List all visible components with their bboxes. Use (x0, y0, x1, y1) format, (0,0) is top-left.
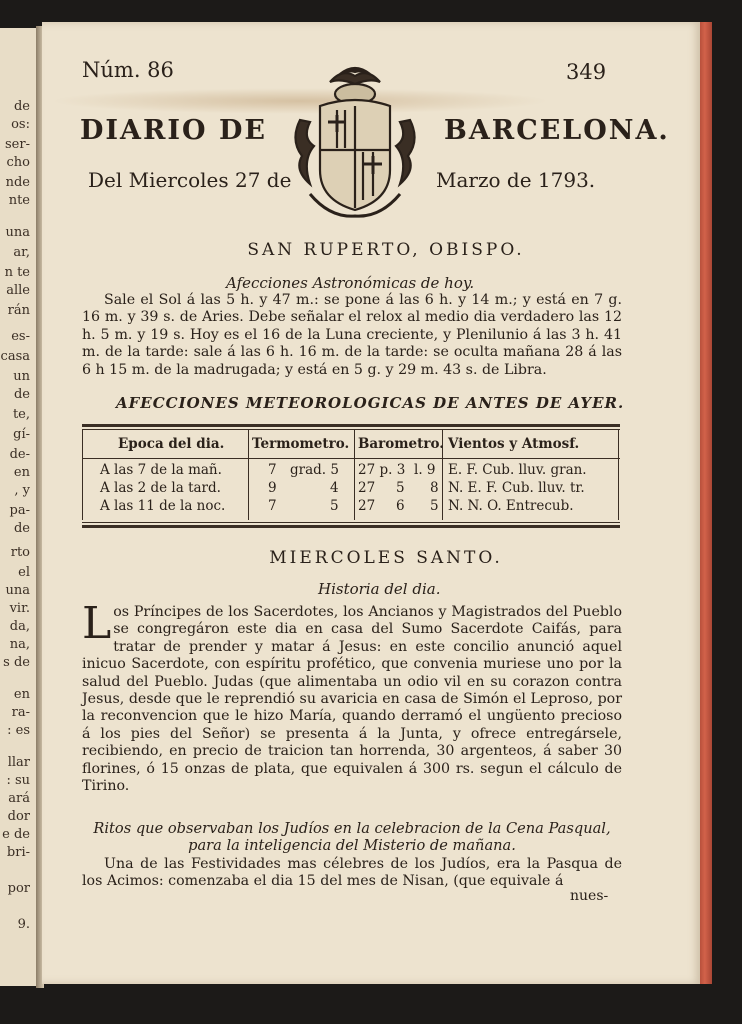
table-cell: 5 (330, 498, 339, 514)
table-cell: 27 (358, 480, 376, 496)
table-cell: 8 (430, 480, 439, 496)
left-page-fragment: vir. (9, 601, 30, 616)
astro-heading: Afecciones Astronómicas de hoy. (226, 274, 475, 292)
left-page-fragment: alle (6, 283, 30, 298)
barcelona-crest-icon (280, 60, 430, 220)
left-page-fragment: gí- (13, 427, 30, 442)
drop-cap: L (82, 598, 112, 649)
left-page-fragment: rto (10, 545, 30, 560)
table-cell: 6 (396, 498, 405, 514)
left-page-fragment: da, (9, 619, 30, 634)
left-page-fragment: de- (9, 447, 30, 462)
meteo-heading: AFECCIONES METEOROLOGICAS DE ANTES DE AYER. (116, 394, 625, 412)
left-page-fragment: , y (14, 483, 30, 498)
astro-text: Sale el Sol á las 5 h. y 47 m.: se pone á las 6 h. y 14 m.; y está en 7 g. 16 m. y 39 s. de Aries. Debe señalar el relox al medio dia verdadero las 12 h. 5 m. y 19 s. Hoy es el 16 de la Luna creciente, y Plenilunio á las 3 h. 41 m. de la tarde: sale á las 6 h. 16 m. de la tarde: se oculta mañana 28 á las 6 h 15 m. de la madrugada; y está en 5 g. y 29 m. 43 s. de Libra. (82, 292, 622, 378)
left-page-fragment: dor (7, 809, 30, 824)
left-page-fragment: ará (8, 791, 30, 806)
masthead-left: DIARIO DE (80, 115, 267, 146)
left-page-fragment: s de (3, 655, 30, 670)
left-page-fragment: ra- (11, 705, 30, 720)
table-row-epoca: A las 7 de la mañ. (100, 462, 222, 478)
table-cell: N. E. F. Cub. lluv. tr. (448, 480, 585, 496)
left-page-fragment: un (13, 369, 30, 384)
left-page-fragment: ser- (5, 137, 30, 152)
left-page-fragment: en (13, 465, 30, 480)
left-page-fragment: una (5, 225, 30, 240)
left-page-fragment: de (13, 99, 30, 114)
col-header-vientos: Vientos y Atmosf. (448, 436, 580, 452)
left-page-fragment: casa (0, 349, 30, 364)
red-page-edge (700, 22, 712, 984)
left-page-fragment: os: (11, 117, 30, 132)
left-page-fragment: en (13, 687, 30, 702)
left-page-fragment: de (13, 387, 30, 402)
table-cell: E. F. Cub. lluv. gran. (448, 462, 587, 478)
historia-text (82, 598, 622, 795)
dateline-right: Marzo de 1793. (436, 168, 596, 192)
left-page-fragment: pa- (9, 503, 30, 518)
page-folio: 349 (566, 60, 607, 84)
table-cell: 27 (358, 498, 376, 514)
table-cell: 5 (396, 480, 405, 496)
ritos-heading: Ritos que observaban los Judíos en la celebracion de la Cena Pasqual, para la inteligencia del Misterio de mañana. (93, 820, 611, 854)
left-page-fragment: el (18, 565, 30, 580)
left-page-fragment: es- (11, 329, 30, 344)
dateline-left: Del Miercoles 27 de (88, 168, 292, 192)
masthead-right: BARCELONA. (444, 115, 670, 146)
left-page-fragment: 9. (17, 917, 30, 932)
left-page-fragment: na, (9, 637, 30, 652)
left-page-fragment: por (7, 881, 30, 896)
weather-table (82, 424, 620, 528)
left-page-fragment: de (13, 521, 30, 536)
left-page-fragment: bri- (6, 845, 30, 860)
left-page-fragment: llar (7, 755, 30, 770)
table-row-epoca: A las 11 de la noc. (100, 498, 226, 514)
historia-heading: Historia del dia. (318, 580, 441, 598)
table-cell: 9 (268, 480, 277, 496)
left-page-fragment: te, (12, 407, 30, 422)
left-page-fragment: e de (2, 827, 30, 842)
table-cell: 4 (330, 480, 339, 496)
col-header-barometro: Barometro. (358, 436, 444, 452)
left-page-fragment: n te (4, 265, 30, 280)
left-page-edge (0, 28, 38, 986)
table-cell: l. 9 (414, 462, 436, 478)
saint-of-day: SAN RUPERTO, OBISPO. (247, 240, 525, 260)
col-header-epoca: Epoca del dia. (118, 436, 225, 452)
table-cell: N. N. O. Entrecub. (448, 498, 574, 514)
table-cell: 7 (268, 498, 277, 514)
left-page-fragment: : es (7, 723, 30, 738)
ritos-text: Una de las Festividades mas célebres de los Judíos, era la Pasqua de los Acimos: comenzaba el dia 15 del mes de Nisan, (que equivale á (82, 856, 622, 890)
left-page-fragment: una (5, 583, 30, 598)
col-header-termometro: Termometro. (252, 436, 350, 452)
section-heading: MIERCOLES SANTO. (269, 548, 503, 568)
left-page-fragment: cho (6, 155, 30, 170)
issue-number: Núm. 86 (82, 58, 174, 82)
table-cell: 27 p. 3 (358, 462, 406, 478)
historia-body: os Príncipes de los Sacerdotes, los Ancianos y Magistrados del Pueblo se congregáron este dia en casa del Sumo Sacerdote Caifás, para tratar de prender y matar á Jesus: en este concilio anunció aquel inicuo Sacerdote, con espíritu profético, que convenia muriese uno por la salud del Pueblo. Judas (que alimentaba un odio vil en su corazon contra Jesus, desde que le reprendió su avaricia en casa de Simón el Leproso, por la reconvencion que le hizo María, quando derramó el ungüento precioso á los pies del Señor) se presenta á la Junta, y ofrece entregársele, recibiendo, en precio de traicion tan horrenda, 30 argenteos, á saber 30 florines, ó 15 onzas de plata, que equivalen á 300 rs. segun el cálculo de Tirino. (82, 604, 622, 795)
left-page-fragment: ar, (13, 245, 30, 260)
left-page-fragment: nte (8, 193, 30, 208)
table-cell: 7 (268, 462, 277, 478)
left-page-fragment: nde (5, 175, 30, 190)
left-page-fragment: : su (6, 773, 30, 788)
left-page-fragment: rán (7, 303, 30, 318)
catchword: nues- (570, 888, 609, 904)
table-row-epoca: A las 2 de la tard. (100, 480, 221, 496)
table-cell: grad. 5 (290, 462, 339, 478)
table-cell: 5 (430, 498, 439, 514)
